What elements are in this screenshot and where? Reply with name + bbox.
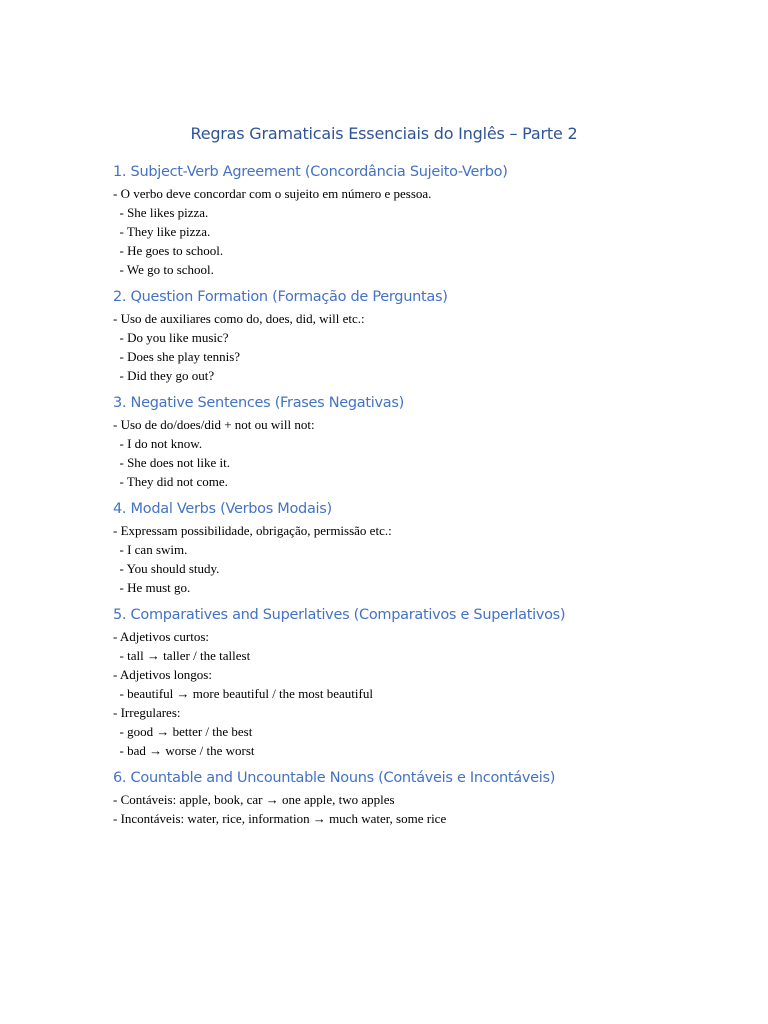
example-line: - They did not come. [113, 474, 228, 489]
example-line: - You should study. [113, 561, 220, 576]
body-line: - Irregulares: [113, 705, 181, 720]
example-line: - Did they go out? [113, 368, 215, 383]
example-line: - good → better / the best [113, 724, 253, 739]
example-line: - bad → worse / the worst [113, 743, 255, 758]
example-line: - Do you like music? [113, 330, 229, 345]
document-title: Regras Gramaticais Essenciais do Inglês – Parte 2 [190, 124, 578, 143]
body-line: - Contáveis: apple, book, car → one apple, two apples [113, 792, 395, 807]
section-subject-verb-agreement [113, 160, 733, 279]
section-question-formation [113, 285, 733, 385]
example-line: - Does she play tennis? [113, 349, 241, 364]
section-comparatives-superlatives [113, 603, 733, 760]
section-heading: 3. Negative Sentences (Frases Negativas) [113, 395, 404, 411]
section-heading: 6. Countable and Uncountable Nouns (Contáveis e Incontáveis) [113, 770, 556, 786]
body-line: - O verbo deve concordar com o sujeito em número e pessoa. [113, 186, 432, 201]
section-modal-verbs [113, 497, 733, 597]
body-line: - Adjetivos curtos: [113, 629, 210, 644]
example-line: - I can swim. [113, 542, 188, 557]
body-line: - Expressam possibilidade, obrigação, permissão etc.: [113, 523, 392, 538]
example-line: - He must go. [113, 580, 191, 595]
body-line: - Uso de do/does/did + not ou will not: [113, 417, 315, 432]
example-line: - He goes to school. [113, 243, 224, 258]
body-line: - Incontáveis: water, rice, information → much water, some rice [113, 811, 447, 826]
section-heading: 1. Subject-Verb Agreement (Concordância Sujeito-Verbo) [113, 164, 508, 180]
document-body [113, 160, 733, 834]
example-line: - She likes pizza. [113, 205, 209, 220]
body-line: - Uso de auxiliares como do, does, did, will etc.: [113, 311, 365, 326]
example-line: - They like pizza. [113, 224, 211, 239]
body-line: - Adjetivos longos: [113, 667, 212, 682]
section-countable-uncountable [113, 766, 733, 828]
section-negative-sentences [113, 391, 733, 491]
section-heading: 4. Modal Verbs (Verbos Modais) [113, 501, 332, 517]
section-heading: 5. Comparatives and Superlatives (Comparativos e Superlativos) [113, 607, 566, 623]
example-line: - beautiful → more beautiful / the most beautiful [113, 686, 373, 701]
example-line: - tall → taller / the tallest [113, 648, 251, 663]
example-line: - We go to school. [113, 262, 214, 277]
example-line: - I do not know. [113, 436, 203, 451]
section-heading: 2. Question Formation (Formação de Perguntas) [113, 289, 448, 305]
example-line: - She does not like it. [113, 455, 230, 470]
